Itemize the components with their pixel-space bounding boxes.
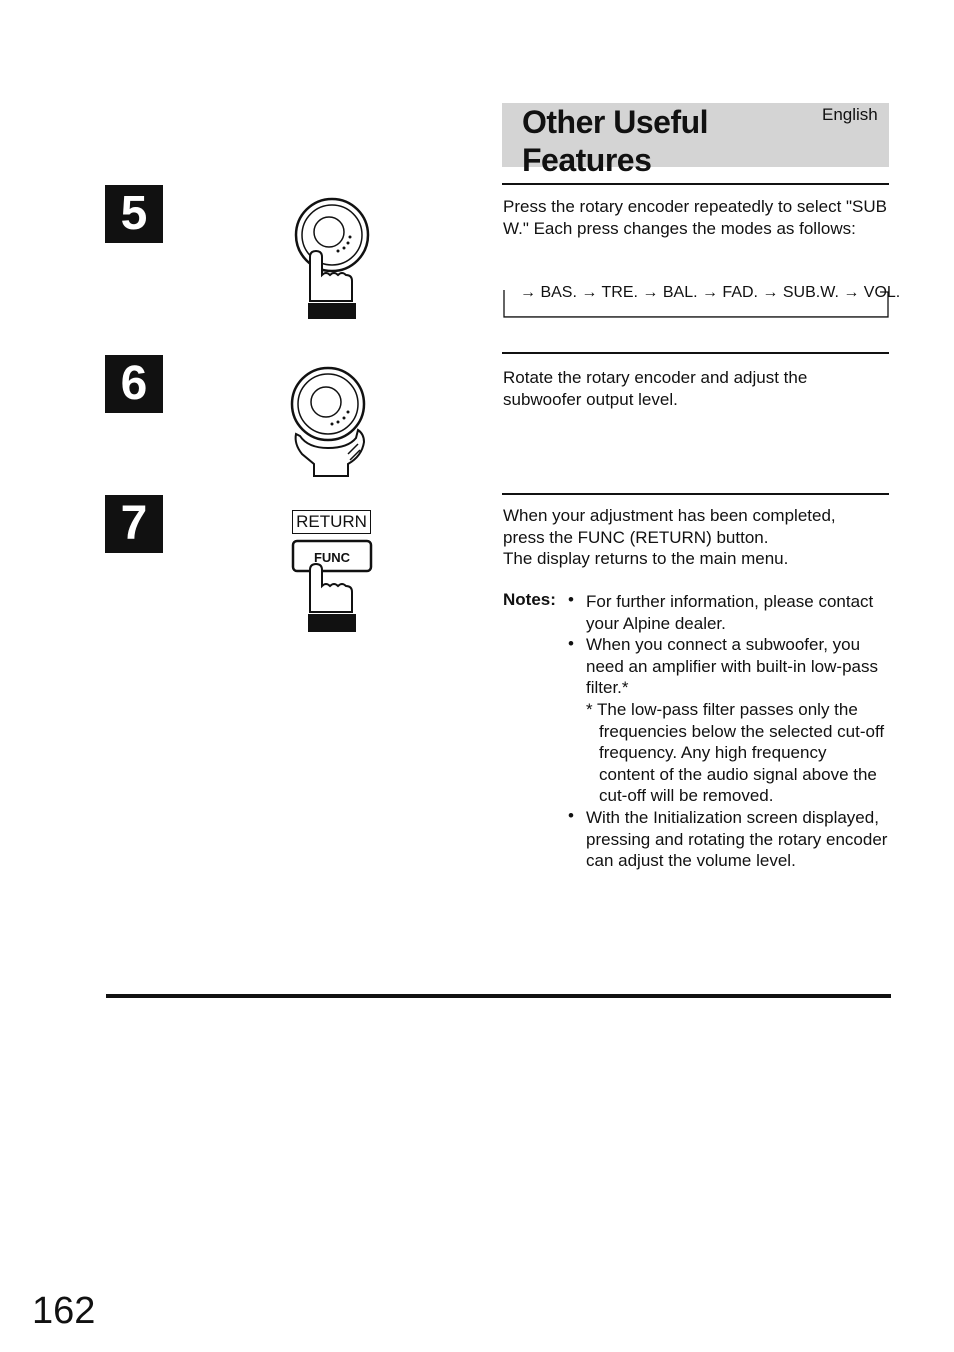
- bullet-icon: •: [568, 634, 574, 653]
- step-6-number: 6: [105, 355, 163, 413]
- func-button-label: FUNC: [313, 550, 351, 565]
- step-5-text: Press the rotary encoder repeatedly to select "SUB W." Each press changes the modes as follows:: [503, 197, 888, 238]
- step-6-rule: [502, 352, 889, 354]
- step-6-text: Rotate the rotary encoder and adjust the subwoofer output level.: [503, 368, 808, 409]
- page-number: 162: [32, 1290, 96, 1332]
- func-button-press-icon: [290, 538, 376, 634]
- step-5-rule: [502, 183, 889, 185]
- return-label: RETURN: [292, 510, 371, 534]
- bullet-icon: •: [568, 590, 574, 609]
- step-7-text: [503, 505, 889, 570]
- bottom-rule: [106, 994, 891, 998]
- step-7-line-2: press the FUNC (RETURN) button.: [503, 527, 769, 547]
- step-7-line-1: When your adjustment has been completed,: [503, 506, 836, 525]
- title-line-2: Features: [522, 142, 652, 178]
- step-7-rule: [502, 493, 889, 495]
- page-title: [522, 103, 708, 179]
- mode-sequence: → BAS. → TRE. → BAL. → FAD. → SUB.W. → VOL.: [520, 284, 901, 301]
- note-footnote: * The low-pass filter passes only the frequencies below the selected cut-off frequency. Any high frequency content of the audio signal above the cut-off will be removed.: [586, 700, 885, 805]
- notes-label: Notes:: [503, 590, 556, 609]
- language-label: English: [822, 105, 878, 124]
- rotary-encoder-rotate-icon: [288, 364, 372, 480]
- rotary-encoder-press-icon: [292, 195, 372, 325]
- step-5-number: 5: [105, 185, 163, 243]
- step-7-line-3: The display returns to the main menu.: [503, 549, 789, 568]
- step-7-number: 7: [105, 495, 163, 553]
- bullet-icon: •: [568, 806, 574, 825]
- note-item: For further information, please contact your Alpine dealer.: [586, 592, 874, 633]
- title-line-1: Other Useful: [522, 104, 709, 140]
- note-item: When you connect a subwoofer, you need an amplifier with built-in low-pass filter.*: [586, 635, 878, 697]
- note-item: With the Initialization screen displayed, pressing and rotating the rotary encoder can adjust the volume level.: [586, 808, 888, 870]
